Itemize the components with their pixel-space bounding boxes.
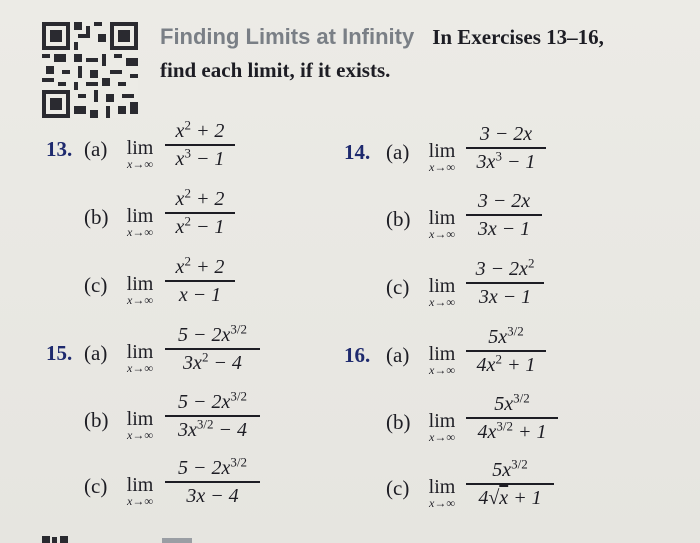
part-label: (b) (386, 410, 411, 434)
fraction: 3 − 2x $3x^3 - 1$ (466, 122, 546, 174)
part-label: (c) (84, 273, 108, 297)
limit-operator: lim x→∞ (126, 273, 154, 307)
fraction: $5x^{3/2}$ $4x^{3/2} + 1$ (466, 392, 558, 444)
part-label: (a) (84, 137, 108, 161)
cropped-next-heading (42, 534, 222, 543)
fraction: $x^2 + 2$ x − 1 (165, 255, 235, 307)
limit-operator: lim x→∞ (126, 137, 154, 171)
part-label: (c) (386, 275, 410, 299)
limit-operator: lim x→∞ (428, 343, 456, 377)
limit-operator: lim x→∞ (428, 140, 456, 174)
section-intro-line1: In Exercises 13–16, (432, 25, 604, 49)
section-heading (160, 20, 680, 87)
exercise-number: 16. (344, 343, 371, 367)
fraction: $5x^{3/2}$ 4√x + 1 (466, 458, 554, 510)
limit-operator: lim x→∞ (126, 474, 154, 508)
fraction: $x^2 + 2$ $x^3 - 1$ (165, 119, 235, 171)
section-title: Finding Limits at Infinity (160, 24, 415, 49)
fraction: $5x^{3/2}$ $4x^2 + 1$ (466, 325, 546, 377)
exercise-number: 13. (46, 137, 73, 161)
part-label: (b) (84, 205, 109, 229)
fraction: 3 − 2x 3x − 1 (466, 189, 542, 241)
qr-code-icon (42, 22, 138, 118)
limit-operator: lim x→∞ (126, 341, 154, 375)
limit-operator: lim x→∞ (428, 410, 456, 444)
fraction: $3 - 2x^2$ 3x − 1 (466, 257, 544, 309)
fraction: $x^2 + 2$ $x^2 - 1$ (165, 187, 235, 239)
part-label: (b) (84, 408, 109, 432)
part-label: (a) (386, 343, 410, 367)
limit-operator: lim x→∞ (428, 207, 456, 241)
part-label: (c) (386, 476, 410, 500)
fraction: $5 - 2x^{3/2}$ $3x^2 - 4$ (165, 323, 260, 375)
part-label: (a) (386, 140, 410, 164)
part-label: (a) (84, 341, 108, 365)
exercise-number: 15. (46, 341, 73, 365)
part-label: (c) (84, 474, 108, 498)
part-label: (b) (386, 207, 411, 231)
limit-operator: lim x→∞ (126, 205, 154, 239)
section-intro-line2: find each limit, if it exists. (160, 58, 391, 82)
fraction: $5 - 2x^{3/2}$ 3x − 4 (165, 456, 260, 508)
limit-operator: lim x→∞ (126, 408, 154, 442)
limit-operator: lim x→∞ (428, 476, 456, 510)
limit-operator: lim x→∞ (428, 275, 456, 309)
fraction: $5 - 2x^{3/2}$ $3x^{3/2} - 4$ (165, 390, 260, 442)
exercise-number: 14. (344, 140, 371, 164)
